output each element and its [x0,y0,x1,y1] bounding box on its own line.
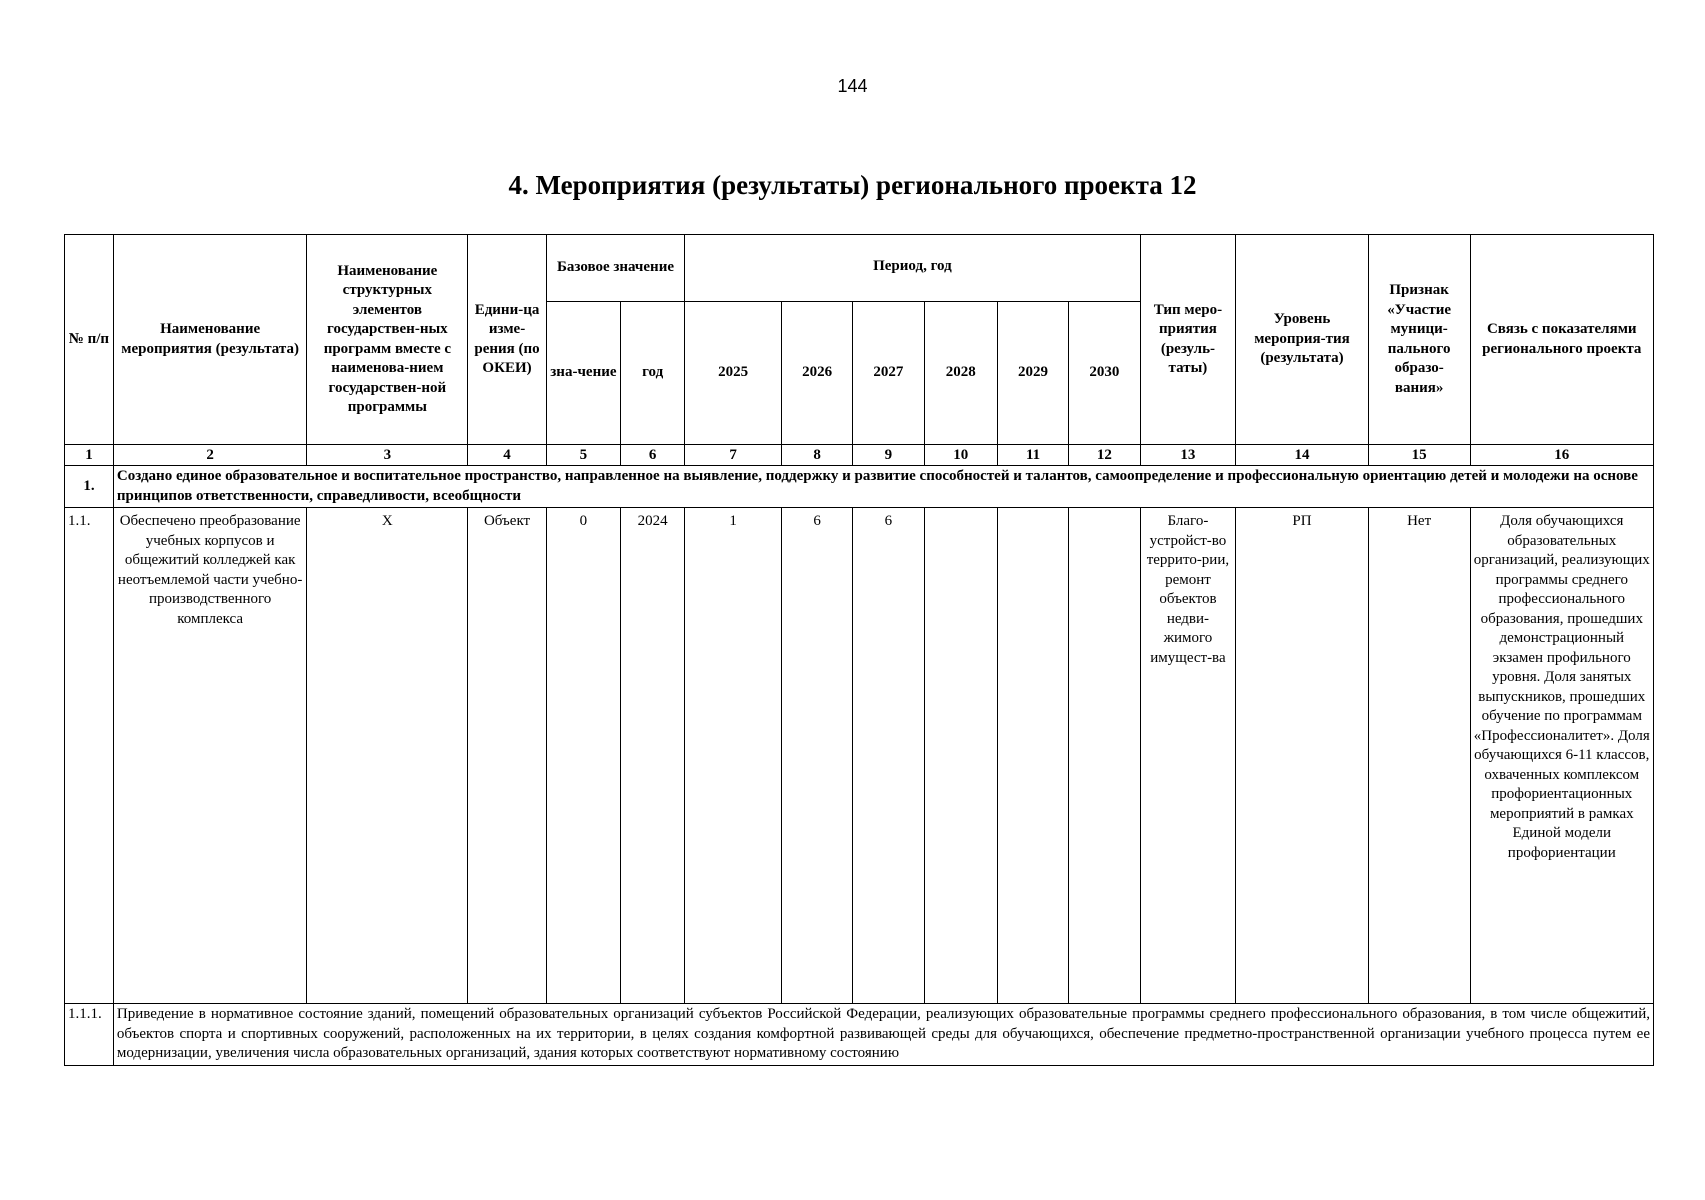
header-year-2028: 2028 [924,302,997,445]
header-year-2025: 2025 [685,302,782,445]
column-number: 14 [1236,445,1368,466]
column-numbers-row [65,445,1654,466]
column-number: 12 [1069,445,1140,466]
column-number: 15 [1368,445,1470,466]
header-year-2027: 2027 [853,302,924,445]
header-period-group: Период, год [685,235,1140,302]
column-number: 16 [1470,445,1653,466]
item-type: Благо-устройст-во террито-рии, ремонт объектов недви-жимого имущест-ва [1140,508,1236,1004]
header-year-2030: 2030 [1069,302,1140,445]
column-number: 13 [1140,445,1236,466]
item-value-2030 [1069,508,1140,1004]
header-year-2026: 2026 [781,302,852,445]
section-number: 1. [65,466,114,508]
item-link: Доля обучающихся образовательных организаций, реализующих программы среднего профессионального образования, прошедших демонстрационный экзамен профильного уровня. Доля занятых выпускников, прошедших обучение по программам «Профессионалитет». Доля обучающихся 6-11 классов, охваченных комплексом профориентационных мероприятий в рамках Единой модели профориентации [1470,508,1653,1004]
page-title: 4. Мероприятия (результаты) регионального проекта 12 [508,170,1197,200]
item-value-2026: 6 [781,508,852,1004]
header-unit: Едини-ца изме-рения (по ОКЕИ) [468,235,546,445]
item-number: 1.1. [65,508,114,1004]
header-base-year: год [621,302,685,445]
item-unit: Объект [468,508,546,1004]
column-number: 9 [853,445,924,466]
header-sign: Признак «Участие муници-пального образо-вания» [1368,235,1470,445]
column-number: 7 [685,445,782,466]
subitem-text: Приведение в нормативное состояние зданий, помещений образовательных организаций субъектов Российской Федерации, реализующих образовательные программы среднего профессионального образования, в том числе общежитий, объектов спорта и спортивных сооружений, расположенных на их территории, в целях создания комфортной развивающей среды для обучающихся, обеспечение предметно-пространственной организации учебного процесса путем ее модернизации, увеличения числа образовательных организаций, здания которых соответствуют нормативному состоянию [113,1004,1653,1066]
header-struct: Наименование структурных элементов государствен-ных программ вместе с наименова-нием государствен-ной программы [307,235,468,445]
item-value-2028 [924,508,997,1004]
column-number: 8 [781,445,852,466]
item-value-2025: 1 [685,508,782,1004]
column-number: 4 [468,445,546,466]
page-number: 144 [837,76,868,96]
header-base-value: зна-чение [546,302,620,445]
column-number: 11 [997,445,1068,466]
item-base-year: 2024 [621,508,685,1004]
column-number: 2 [113,445,307,466]
column-number: 5 [546,445,620,466]
item-struct: Х [307,508,468,1004]
subitem-row [65,1004,1654,1066]
events-table [64,234,1654,1066]
subitem-number: 1.1.1. [65,1004,114,1066]
column-number: 6 [621,445,685,466]
column-number: 3 [307,445,468,466]
column-number: 10 [924,445,997,466]
section-row [65,466,1654,508]
column-number: 1 [65,445,114,466]
header-type: Тип меро-приятия (резуль-таты) [1140,235,1236,445]
header-year-2029: 2029 [997,302,1068,445]
item-value-2029 [997,508,1068,1004]
header-level: Уровень мероприя-тия (результата) [1236,235,1368,445]
section-text: Создано единое образовательное и воспитательное пространство, направленное на выявление, поддержку и развитие способностей и талантов, самоопределение и профессиональную ориентацию детей и молодежи на основе принципов ответственности, справедливости, всеобщности [113,466,1653,508]
header-num: № п/п [65,235,114,445]
item-sign: Нет [1368,508,1470,1004]
header-name: Наименование мероприятия (результата) [113,235,307,445]
item-value-2027: 6 [853,508,924,1004]
item-name: Обеспечено преобразование учебных корпусов и общежитий колледжей как неотъемлемой части учебно-производственного комплекса [113,508,307,1004]
item-level: РП [1236,508,1368,1004]
header-base-group: Базовое значение [546,235,685,302]
item-base-value: 0 [546,508,620,1004]
item-row [65,508,1654,1004]
header-link: Связь с показателями регионального проекта [1470,235,1653,445]
